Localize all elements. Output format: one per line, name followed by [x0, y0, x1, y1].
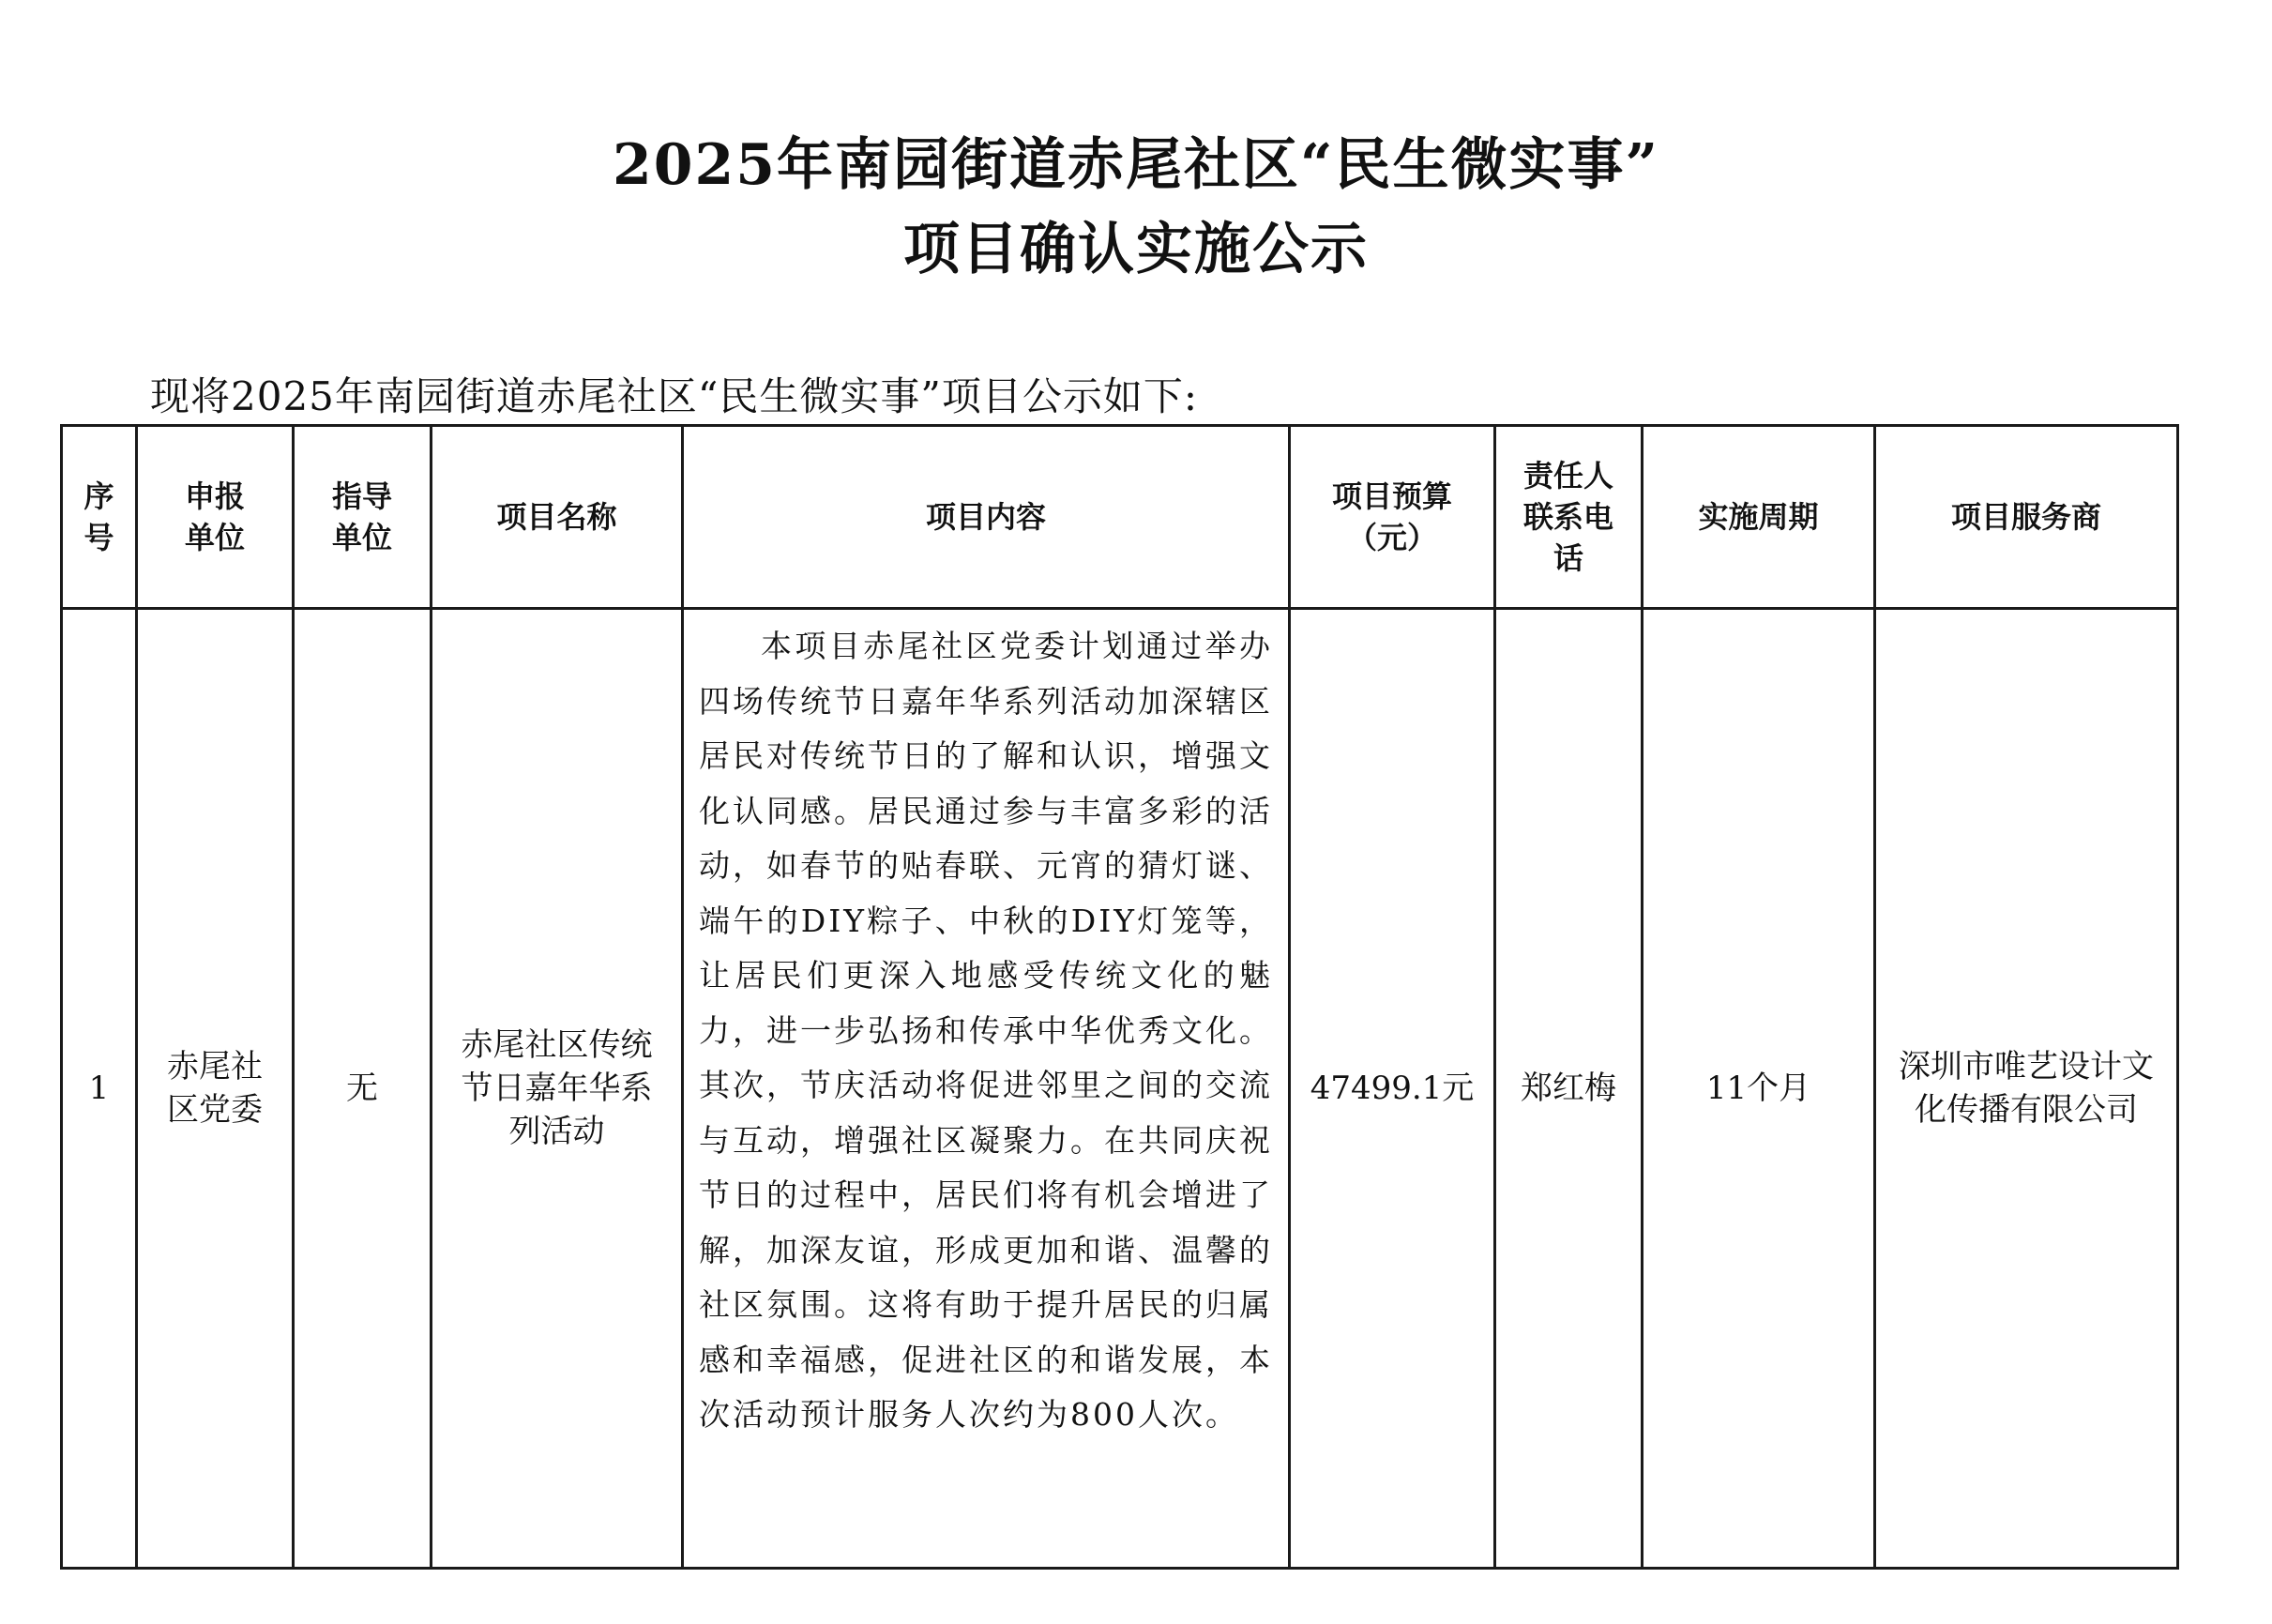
header-seq: 序号 [62, 426, 137, 609]
table-row [62, 609, 2178, 1569]
cell-contact: 郑红梅 [1495, 609, 1643, 1569]
intro-paragraph: 现将2025年南园街道赤尾社区“民生微实事”项目公示如下: [150, 373, 1198, 419]
cell-budget: 47499.1元 [1290, 609, 1495, 1569]
header-guide: 指导单位 [294, 426, 432, 609]
document-title-line1: 2025年南园街道赤尾社区“民生微实事” [612, 132, 1659, 198]
header-project-name: 项目名称 [432, 426, 683, 609]
document-title-line2: 项目确认实施公示 [903, 217, 1369, 282]
cell-seq: 1 [62, 609, 137, 1569]
cell-project-name: 赤尾社区传统节日嘉年华系列活动 [432, 609, 683, 1569]
header-period: 实施周期 [1643, 426, 1875, 609]
cell-applicant: 赤尾社区党委 [137, 609, 294, 1569]
header-provider: 项目服务商 [1875, 426, 2178, 609]
header-project-content: 项目内容 [683, 426, 1290, 609]
header-contact: 责任人联系电话 [1495, 426, 1643, 609]
cell-period: 11个月 [1643, 609, 1875, 1569]
cell-guide: 无 [294, 609, 432, 1569]
project-table [60, 424, 2179, 1570]
header-applicant: 申报单位 [137, 426, 294, 609]
header-budget: 项目预算（元） [1290, 426, 1495, 609]
cell-provider: 深圳市唯艺设计文化传播有限公司 [1875, 609, 2178, 1569]
cell-project-content: 本项目赤尾社区党委计划通过举办四场传统节日嘉年华系列活动加深辖区居民对传统节日的了解和认识，增强文化认同感。居民通过参与丰富多彩的活动，如春节的贴春联、元宵的猜灯谜、端午的DIY粽子、中秋的DIY灯笼等，让居民们更深入地感受传统文化的魅力，进一步弘扬和传承中华优秀文化。其次，节庆活动将促进邻里之间的交流与互动，增强社区凝聚力。在共同庆祝节日的过程中，居民们将有机会增进了解，加深友谊，形成更加和谐、温馨的社区氛围。这将有助于提升居民的归属感和幸福感，促进社区的和谐发展，本次活动预计服务人次约为800人次。 [683, 609, 1290, 1569]
table-header-row [62, 426, 2178, 609]
